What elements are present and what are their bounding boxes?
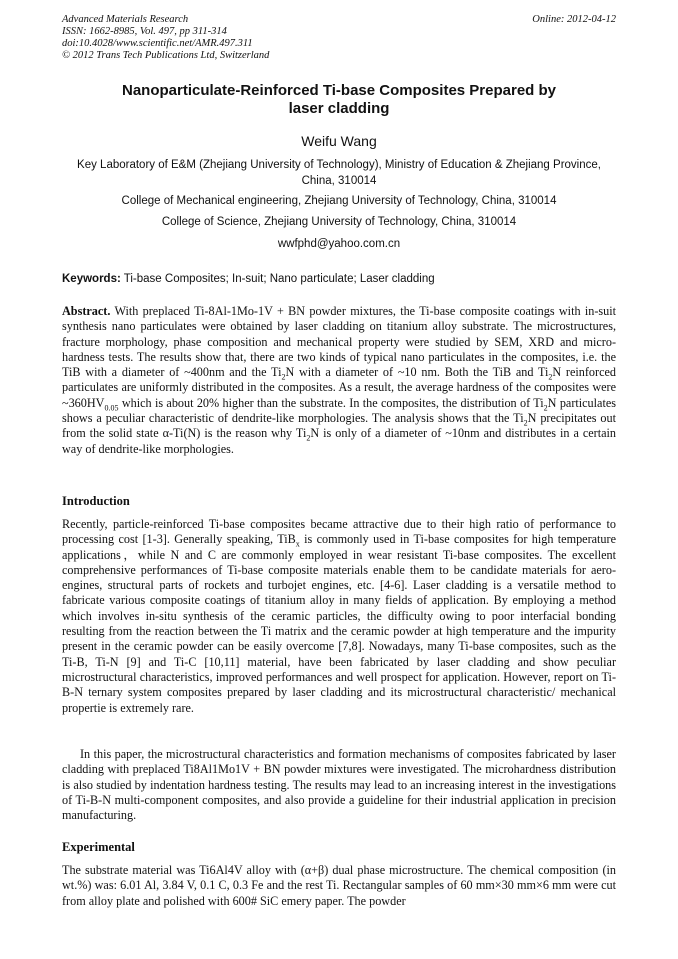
- subscript: 2: [543, 403, 548, 413]
- subscript: 2: [306, 433, 311, 443]
- copyright-line: © 2012 Trans Tech Publications Ltd, Switzerland: [62, 50, 270, 61]
- experimental-paragraph-1: The substrate material was Ti6Al4V alloy with (α+β) dual phase microstructure. The chemical composition (in wt.%) was: 6.01 Al, 3.84 V, 0.1 C, 0.3 Fe and the rest Ti. Rectangular samples of 60 mm×30 mm×6 mm were cut from alloy plate and polished with 600# SiC emery paper. The powder: [62, 863, 616, 908]
- subscript: 2: [281, 372, 286, 382]
- issn-line: ISSN: 1662-8985, Vol. 497, pp 311-314: [62, 26, 227, 37]
- keywords-label: Keywords:: [62, 273, 121, 285]
- affiliation-2: College of Mechanical engineering, Zhejiang University of Technology, China, 310014: [121, 195, 557, 207]
- abstract-text-5: N particulates shows a peculiar characteristic of dendrite-like morphologies. The analysis shows that the Ti: [62, 395, 616, 426]
- keywords-text: Ti-base Composites; In-suit; Nano particulate; Laser cladding: [120, 273, 435, 285]
- affiliation-3: College of Science, Zhejiang University of Technology, China, 310014: [161, 216, 517, 228]
- abstract-label: Abstract.: [62, 304, 111, 318]
- abstract-text-4: which is about 20% higher than the substrate. In the composites, the distribution of Ti: [118, 395, 544, 410]
- intro-text-1a: Recently, particle-reinforced Ti-base composites became attractive due to their high ratio of performance to processing cost [1-3]. Generally speaking, TiB: [62, 517, 616, 547]
- subscript: 2: [548, 372, 553, 382]
- introduction-paragraph-2: In this paper, the microstructural characteristics and formation mechanisms of composites fabricated by laser cladding with preplaced Ti8Al1Mo1V + BN powder mixtures were investigated. The microhardness distribution is also studied by indentation hardness testing. The results may lead to an increasing interest in the investigations of Ti-B-N multi-component composites, and also provide a guideline for their industrial application in precision manufacturing.: [62, 747, 616, 823]
- subscript: 2: [523, 418, 528, 428]
- affiliation-1: Key Laboratory of E&M (Zhejiang University of Technology), Ministry of Education & Zhejiang Province, China, 310014: [77, 159, 601, 187]
- experimental-heading: Experimental: [62, 840, 135, 854]
- author-email[interactable]: wwfphd@yahoo.com.cn: [277, 238, 401, 250]
- author-name: Weifu Wang: [301, 133, 377, 149]
- online-date: Online: 2012-04-12: [532, 14, 616, 25]
- abstract-text-2: N with a diameter of ~10 nm. Both the TiB and Ti: [285, 365, 549, 380]
- abstract-text-6: N precipitates out from the solid state α-Ti(N) is the reason why Ti: [62, 411, 617, 441]
- introduction-paragraph-1: [62, 517, 616, 716]
- keywords: [62, 272, 616, 287]
- journal-name: Advanced Materials Research: [62, 14, 189, 25]
- intro-text-1b: is commonly used in Ti-base composites for high temperature applications，while N and C are commonly employed in wear resistant Ti-base composites. The excellent comprehensive performances of Ti-base composite materials enable them to be candidate materials for aero-engines, structural parts of rockets and turbojet engines, etc. [4-6]. Laser cladding is a versatile method to fabricate various composite coatings of titanium alloy in many fields of application. By employing a method which involves in-situ synthesis of the ceramic particles, the difficulty owing to poor interfacial bonding resulting from the reaction between the Ti matrix and the ceramic powder at high temperature and the impurity present in the ceramic powder can be easily overcome [7,8]. Nowadays, many Ti-base composites, such as the Ti-B, Ti-N [9] and Ti-C [10,11] material, have been fabricated by laser cladding and show peculiar microstructural characteristics, improved performances and well prospect for application. However, report on Ti-B-N ternary system composites prepared by laser cladding and its microstructural characteristic/ mechanical propertie is extremely rare.: [62, 532, 616, 715]
- publication-header: [62, 14, 616, 62]
- abstract-text-7: N is only of a diameter of ~10nm and distributes in a certain way of dendrite-like morphologies.: [62, 426, 616, 456]
- subscript: 0.05: [104, 403, 119, 413]
- title-line-2: laser cladding: [288, 100, 390, 117]
- abstract-text-1: With preplaced Ti-8Al-1Mo-1V + BN powder mixtures, the Ti-base composite coatings with in-suit synthesis nano particulates were obtained by laser cladding on titanium alloy substrate. The microstructures, fracture morphology, phase composition and mechanical property were studied by SEM, XRD and micro-hardness tests. The results show that, there are two kinds of typical nano particulates in the composites, i.e. the TiB with a diameter of ~400nm and the Ti: [62, 304, 616, 380]
- doi-line: doi:10.4028/www.scientific.net/AMR.497.311: [62, 38, 253, 49]
- abstract-paragraph: [62, 304, 616, 457]
- title-line-1: Nanoparticulate-Reinforced Ti-base Composites Prepared by: [122, 82, 556, 99]
- paper-title: [80, 82, 598, 118]
- abstract-text-3: N reinforced particulates are uniformly distributed in the composites. As a result, the average hardness of the composites were ~360HV: [62, 365, 616, 410]
- subscript: x: [295, 539, 300, 549]
- introduction-heading: Introduction: [62, 494, 130, 508]
